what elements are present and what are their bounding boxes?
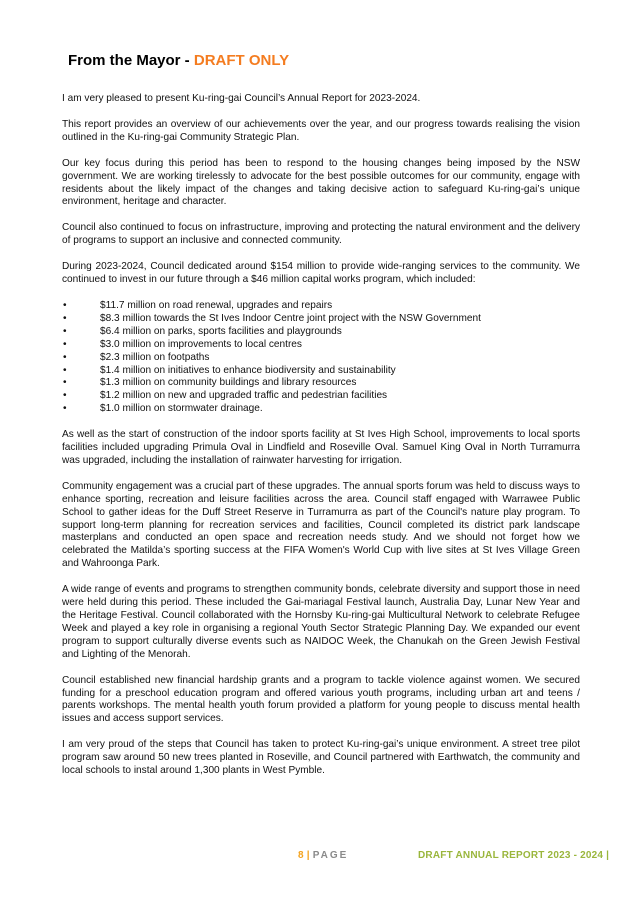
paragraph: Our key focus during this period has been to respond to the housing changes being imposed by the NSW government. We are working tirelessly to advocate for the best possible outcomes for our community, engage with residents about the likely impact of the changes and taking decisive action to safeguard Ku-ring-gai’s unique environment, heritage and character. [62,157,580,208]
paragraph: Council also continued to focus on infrastructure, improving and protecting the natural environment and the delivery of programs to support an inclusive and connected community. [62,222,580,247]
bullet-icon: • [63,364,67,376]
list-item-text: $6.4 million on parks, sports facilities and playgrounds [100,325,342,337]
page-word: PAGE [312,850,349,861]
list-item-text: $1.3 million on community buildings and library resources [100,377,357,389]
list-item [62,300,580,313]
bullet-icon: • [63,390,67,402]
list-item [62,365,580,378]
paragraph: I am very proud of the steps that Council has taken to protect Ku-ring-gai’s unique environment. A street tree pilot program saw around 50 new trees planted in Roseville, and Council partnered with Earthwatch, the community and local schools to instal around 1,300 plants in West Pymble. [62,739,580,777]
page-number [298,850,348,861]
list-item-text: $1.0 million on stormwater drainage. [100,403,263,415]
page-number-value: 8 [298,850,304,861]
list-item [62,326,580,339]
report-label: DRAFT ANNUAL REPORT 2023 - 2024 | [418,850,610,861]
list-item [62,390,580,403]
bullet-icon: • [63,312,67,324]
bullet-icon: • [63,338,67,350]
list-item [62,313,580,326]
bullet-icon: • [63,377,67,389]
paragraph: A wide range of events and programs to strengthen community bonds, celebrate diversity and support those in need were held during this period. These included the Gai-mariagal Festival launch, Australia Day, Lunar New Year and the Heritage Festival. Council collaborated with the Hornsby Ku-ring-gai Multicultural Network to celebrate Refugee Week and played a key role in organising a regional Youth Sector Strategic Planning Day. We expanded our event program to support culturally diverse events such as NAIDOC Week, the Chanukah on the Green Jewish Festival and Lighting of the Menorah. [62,584,580,660]
paragraph: As well as the start of construction of the indoor sports facility at St Ives High School, improvements to local sports facilities included upgrading Primula Oval in Lindfield and Roseville Oval. Samuel King Oval in North Turramurra was upgraded, including the installation of rainwater harvesting for irrigation. [62,429,580,466]
paragraph: Council established new financial hardship grants and a program to tackle violence against women. We secured funding for a preschool education program and offered various youth programs, including urban art and teens / parents workshops. The mental health youth forum provided a platform for young people to discuss mental health issues and access support services. [62,674,580,725]
page-title-text: From the Mayor - [68,52,194,69]
list-item [62,403,580,416]
paragraph: This report provides an overview of our achievements over the year, and our progress towards realising the vision outlined in the Ku-ring-gai Community Strategic Plan. [62,118,580,143]
list-item-text: $8.3 million towards the St Ives Indoor Centre joint project with the NSW Government [100,312,481,324]
bullet-icon: • [63,351,67,363]
paragraph: I am very pleased to present Ku-ring-gai Council’s Annual Report for 2023-2024. [62,93,421,104]
list-item [62,339,580,352]
list-item-text: $1.4 million on initiatives to enhance biodiversity and sustainability [100,364,396,376]
bullet-icon: • [63,299,67,311]
capital-works-list [62,300,580,416]
list-item-text: $2.3 million on footpaths [100,351,210,363]
draft-label: DRAFT ONLY [193,52,290,69]
list-item-text: $11.7 million on road renewal, upgrades and repairs [100,299,333,311]
paragraph: Community engagement was a crucial part of these upgrades. The annual sports forum was held to discuss ways to enhance sporting, recreation and leisure facilities across the area. Council staff engaged with Warrawee Public School to gather ideas for the Duff Street Reserve in Turramurra as part of the Council's nature play program. To support long-term planning for recreation services and facilities, Council completed its district park landscape masterplans and conducted an open space and recreation needs study. And we should not forget how we celebrated the Matilda’s sporting success at the FIFA Women's World Cup with live sites at St Ives Village Green and Wahroonga Park. [62,480,580,570]
list-item-text: $3.0 million on improvements to local centres [100,338,302,350]
page-separator: | [306,850,310,861]
main-content [62,93,580,791]
list-item [62,377,580,390]
page-title [68,52,289,69]
paragraph: During 2023-2024, Council dedicated around $154 million to provide wide-ranging services to the community. We continued to invest in our future through a $46 million capital works program, which included: [62,261,580,286]
bullet-icon: • [63,403,67,415]
list-item [62,352,580,365]
list-item-text: $1.2 million on new and upgraded traffic and pedestrian facilities [100,390,388,402]
bullet-icon: • [63,325,67,337]
